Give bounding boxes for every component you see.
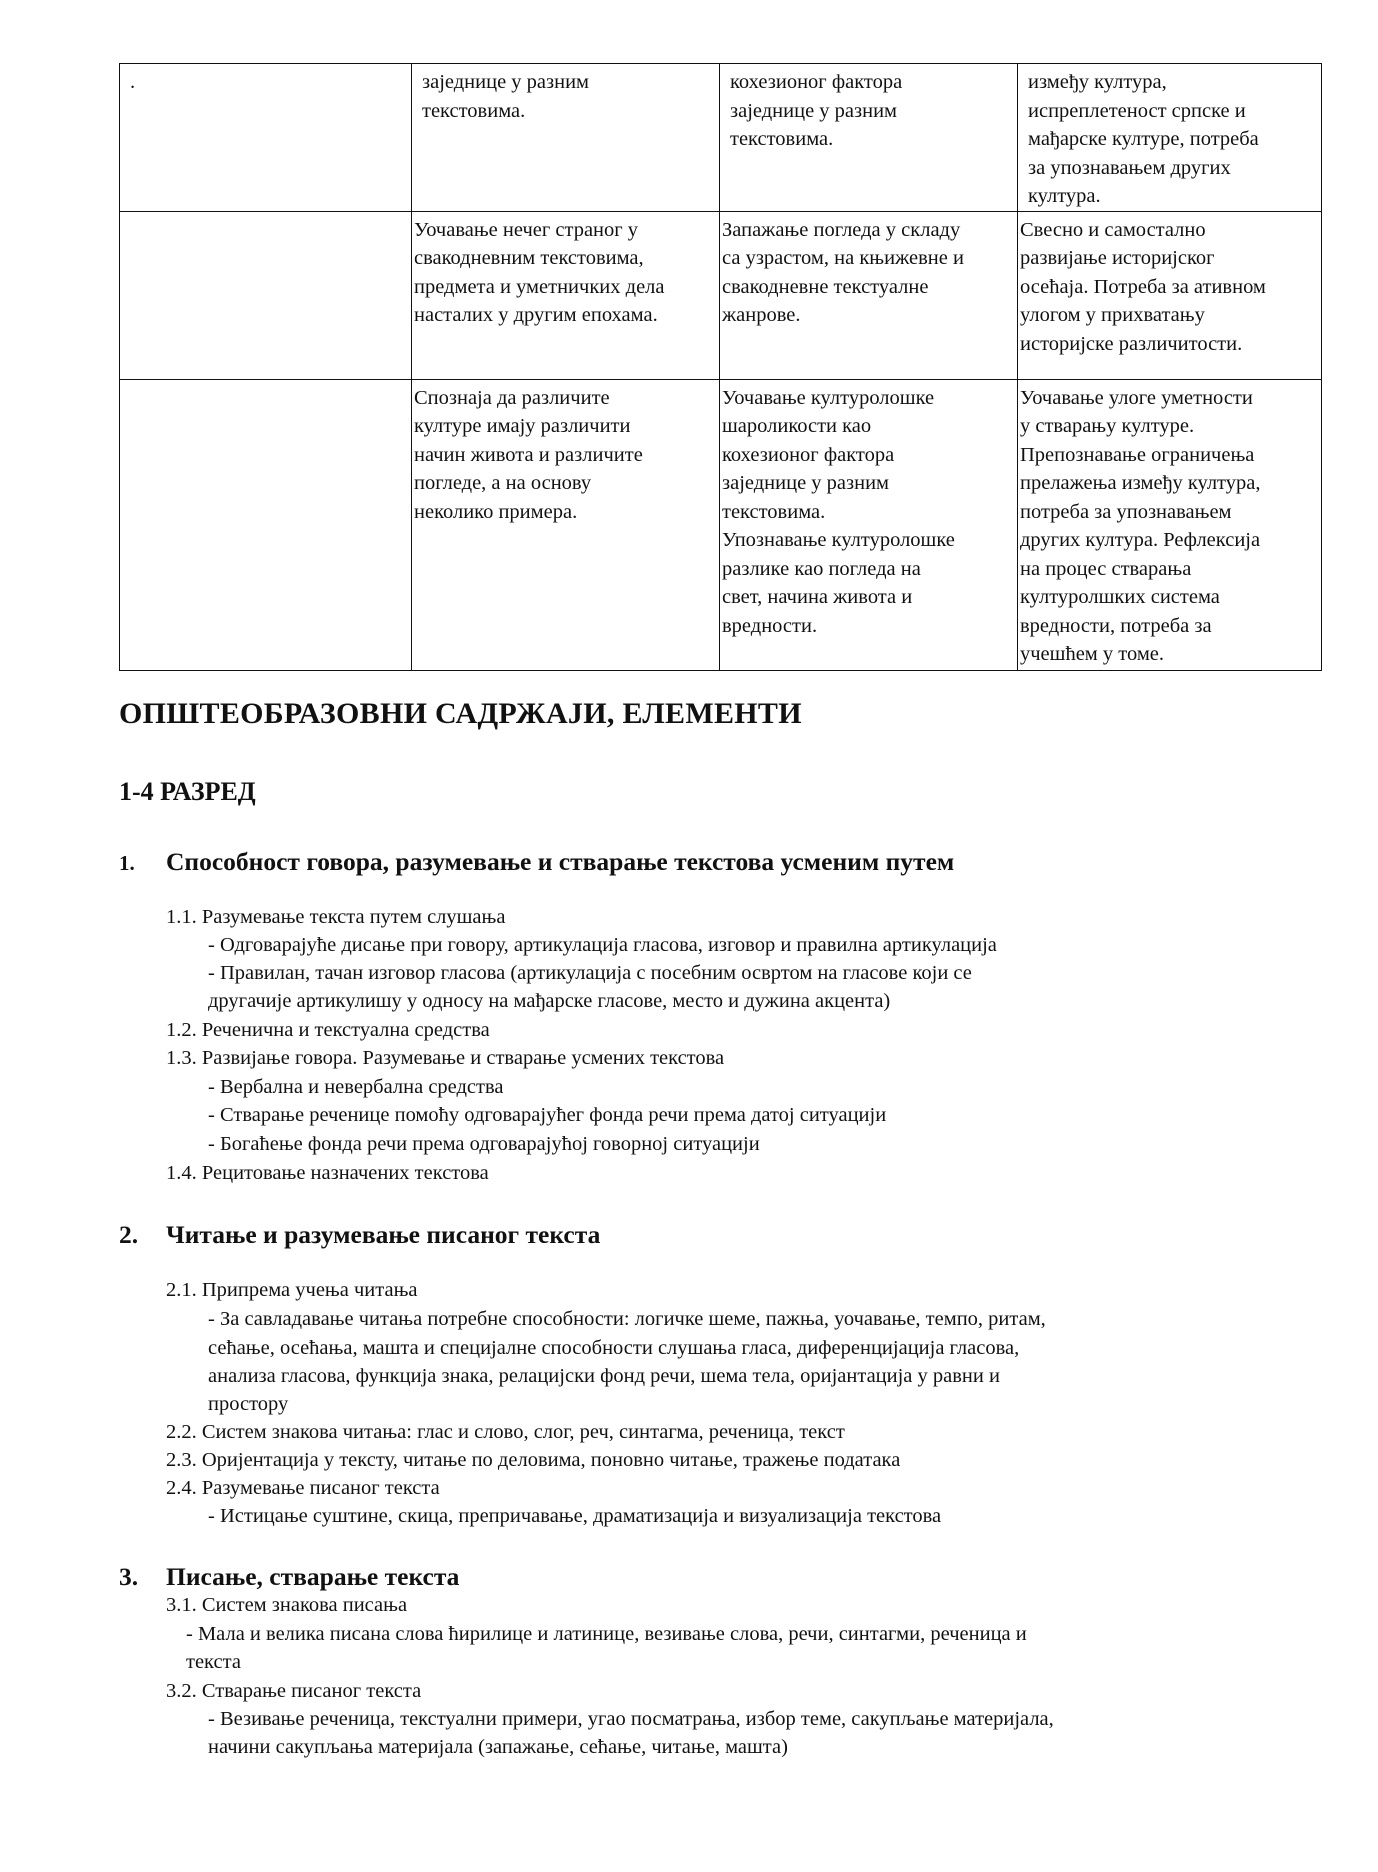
outline-item: 2.4. Разумевање писаног текста	[166, 1477, 440, 1499]
outline-subitem: сећање, осећања, машта и специјалне способности слушања гласа, диференцијација гласова,	[208, 1337, 1020, 1359]
cell-text: заједнице у разним текстовима.	[422, 71, 590, 122]
outline-item: 1.1. Разумевање текста путем слушања	[166, 906, 506, 928]
cell-text: Уочавање културолошке шароликости као кохезионог фактора заједнице у разним текстовима. Упознавање културолошке разлике као погледа на свет, начина живота и вредности.	[722, 386, 955, 637]
outline-item: 2.2. Систем знакова читања: глас и слово, слог, реч, синтагма, реченица, текст	[166, 1421, 845, 1443]
outline-subitem: текста	[186, 1651, 241, 1673]
outline-item: 3.2. Стварање писаног текста	[166, 1680, 422, 1702]
cell-text: између култура, испреплетеност српске и мађарске културе, потреба за упознавањем других култура.	[1028, 71, 1259, 207]
section-heading: Способност говора, разумевање и стварање текстова усменим путем	[166, 847, 955, 876]
outline-subitem: анализа гласова, функција знака, релацијски фонд речи, шема тела, оријантација у равни и	[208, 1365, 1000, 1387]
outline-subitem: - За савладавање читања потребне способности: логичке шеме, пажња, уочавање, темпо, ритам,	[208, 1308, 1046, 1330]
cell-text: .	[130, 71, 136, 93]
page-title: ОПШТЕОБРАЗОВНИ САДРЖАЈИ, ЕЛЕМЕНТИ	[119, 697, 802, 730]
table-cell	[1018, 379, 1322, 670]
table-cell	[120, 379, 412, 670]
table-cell	[720, 211, 1018, 379]
table-cell	[412, 64, 720, 212]
table-cell	[720, 64, 1018, 212]
outline-subitem: - Истицање суштине, скица, препричавање, драматизација и визуализација текстова	[208, 1505, 942, 1527]
cell-text: Уочавање нечег страног у свакодневним текстовима, предмета и уметничких дела насталих у другим епохама.	[414, 218, 665, 326]
cell-text: кохезионог фактора заједнице у разним текстовима.	[730, 71, 903, 150]
section-heading: Писање, стварање текста	[166, 1562, 460, 1591]
table-row	[120, 211, 1322, 379]
outline-subitem: - Богаћење фонда речи према одговарајућој говорној ситуацији	[208, 1133, 760, 1155]
table-row	[120, 379, 1322, 670]
cell-text: Уочавање улоге уметности у стварању културе. Препознавање ограничења прелажења између култура, потреба за упознавањем других култура. Рефлексија на процес стварања културолшких система вредности, потреба за учешћем у томе.	[1020, 386, 1261, 665]
outline-item: 1.4. Рецитовање назначених текстова	[166, 1162, 489, 1184]
table-cell	[120, 64, 412, 212]
outline-subitem: - Одговарајуће дисање при говору, артикулација гласова, изговор и правилна артикулација	[208, 934, 997, 956]
grade-heading: 1-4 РАЗРЕД	[119, 777, 256, 806]
outline-item: 1.2. Реченична и текстуална средства	[166, 1019, 490, 1041]
section-number: 2.	[119, 1220, 139, 1249]
section-heading: Читање и разумевање писаног текста	[166, 1220, 601, 1249]
table-row	[120, 64, 1322, 212]
outline-subitem: начини сакупљања материјала (запажање, сећање, читање, машта)	[208, 1736, 788, 1758]
outline-subitem: - Мала и велика писана слова ћирилице и латинице, везивање слова, речи, синтагми, реченица и	[186, 1623, 1027, 1645]
outline-item: 1.3. Развијање говора. Разумевање и стварање усмених текстова	[166, 1047, 725, 1069]
competency-table	[119, 63, 1322, 671]
outline-item: 2.1. Припрема учења читања	[166, 1279, 418, 1301]
outline-subitem: простору	[208, 1393, 289, 1415]
table-cell	[412, 379, 720, 670]
outline-subitem: - Вербална и невербална средства	[208, 1076, 504, 1098]
cell-text: Свесно и самостално развијање историјског осећаја. Потреба за ативном улогом у прихватању историјске различитости.	[1020, 218, 1266, 355]
table-cell	[120, 211, 412, 379]
cell-text: Запажање погледа у складу са узрастом, на књижевне и свакодневне текстуалне жанрове.	[722, 218, 964, 326]
table-cell	[1018, 64, 1322, 212]
outline-subitem: другачије артикулишу у односу на мађарске гласове, место и дужина акцента)	[208, 990, 891, 1012]
section-number: 1.	[119, 851, 135, 875]
table-cell	[1018, 211, 1322, 379]
outline-subitem: - Правилан, тачан изговор гласова (артикулација с посебним освртом на гласове који се	[208, 962, 972, 984]
outline-subitem: - Везивање реченица, текстуални примери, угао посматрања, избор теме, сакупљање материјала,	[208, 1708, 1054, 1730]
table-cell	[412, 211, 720, 379]
outline-item: 3.1. Систем знакова писања	[166, 1594, 408, 1616]
cell-text: Спознаја да различите културе имају различити начин живота и различите погледе, а на основу неколико примера.	[414, 386, 643, 523]
outline-subitem: - Стварање реченице помоћу одговарајућег фонда речи према датој ситуацији	[208, 1104, 887, 1126]
section-number: 3.	[119, 1562, 139, 1591]
table-cell	[720, 379, 1018, 670]
outline-item: 2.3. Оријентација у тексту, читање по деловима, поновно читање, тражење података	[166, 1449, 901, 1471]
